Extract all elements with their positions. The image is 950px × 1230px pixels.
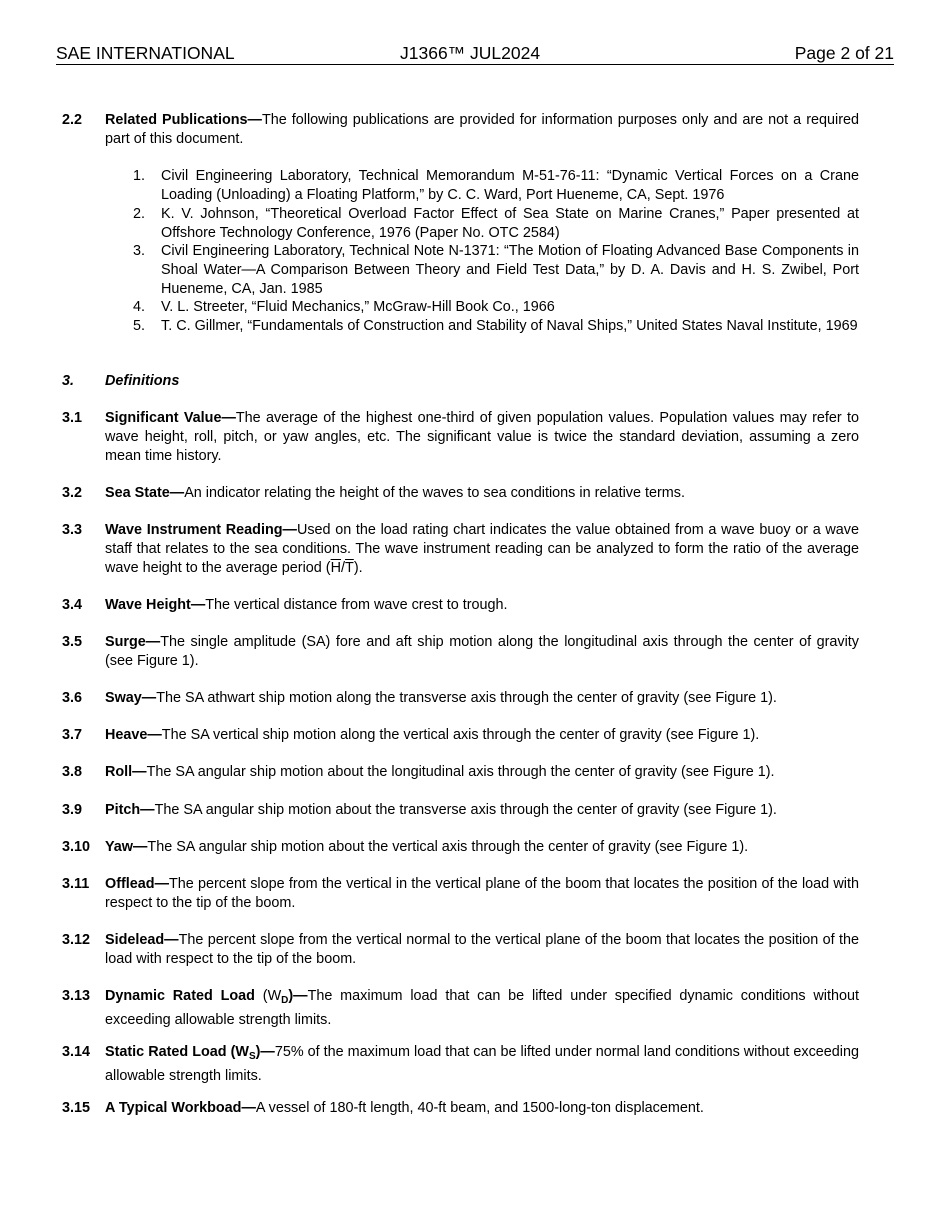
definition-body [105,763,859,782]
section-title: Definitions [105,373,180,389]
definition-number: 3.9 [62,802,83,818]
definition-number: 3.11 [62,876,90,892]
definition-text: The SA athwart ship motion along the transverse axis through the center of gravity (see Figure 1). [156,690,777,706]
definition-body [105,689,859,708]
definition-text: The SA angular ship motion about the longitudinal axis through the center of gravity (see Figure 1). [146,764,775,780]
definition-text: An indicator relating the height of the waves to sea conditions in relative terms. [184,485,685,501]
definition-number: 3.13 [62,988,91,1004]
page-header [56,43,894,65]
definition-body [105,596,859,615]
definition-term: Surge— [105,634,161,650]
definition-term: Offlead— [105,876,169,892]
formula-wave-height: $\overline{H}$ [330,559,342,576]
definition-term: Dynamic Rated Load [105,988,255,1004]
definition-number: 3.5 [62,634,83,650]
definition-body [105,521,859,577]
definition-number: 3.12 [62,932,91,948]
definition-number: 3.15 [62,1100,91,1116]
definition-term: Roll— [105,764,147,780]
definition-term: Significant Value— [105,410,236,426]
definition-number: 3.10 [62,839,91,855]
definition-term: Sidelead— [105,932,179,948]
definition-text: The average of the highest one-third of given population values. Population values may refer to wave height, roll, pitch, or yaw angles, etc. The significant value is twice the standard deviation, assuming a zero mean time history. [105,410,859,464]
definition-number: 3.8 [62,764,83,780]
definition-term: Heave— [105,727,162,743]
list-item-number: 3. [133,243,146,259]
definition-body [105,1099,859,1118]
definition-text: The percent slope from the vertical normal to the vertical plane of the boom that locates the position of the load with respect to the tip of the boom. [105,932,859,967]
definition-text: The maximum load that can be lifted under specified dynamic conditions without exceeding allowable strength limits. [105,988,860,1028]
definition-term: Wave Height— [105,597,206,613]
definition-term: Static Rated Load (W [105,1044,249,1060]
definition-text: The SA vertical ship motion along the vertical axis through the center of gravity (see Figure 1). [161,727,760,743]
definition-body [105,484,859,503]
definition-text-end: ). [353,559,363,576]
definition-number: 3.7 [62,727,83,743]
definition-number: 3.1 [62,410,83,426]
formula-slash: / [341,559,346,576]
list-item-number: 5. [133,318,146,334]
definition-number: 3.6 [62,690,83,706]
definition-body [105,875,859,913]
definition-term: Sway— [105,690,157,706]
definition-term: Pitch— [105,802,155,818]
definition-term-close: )— [288,988,308,1004]
definition-text: A vessel of 180-ft length, 40-ft beam, and 1500-long-ton displacement. [255,1100,704,1116]
definition-body [105,409,859,465]
section-body [105,111,859,149]
definition-body [105,1043,859,1086]
definition-text: 75% of the maximum load that can be lifted under normal land conditions without exceeding allowable strength limits. [105,1044,860,1084]
definition-term-paren: (W [254,988,282,1004]
header-page-number: Page 2 of 21 [794,43,894,63]
list-item-text: Civil Engineering Laboratory, Technical Note N-1371: “The Motion of Floating Advanced Base Components in Shoal Water—A Comparison Between Theory and Field Test Data,” by D. A. Davis and H. S. Zwibel, Port Hueneme, CA, Jan. 1985 [161,243,859,297]
section-number: 3. [62,373,75,389]
definition-body [105,801,859,820]
list-item-number: 4. [133,299,146,315]
section-title: Related Publications— [105,112,262,128]
list-item-text: V. L. Streeter, “Fluid Mechanics,” McGraw-Hill Book Co., 1966 [161,299,555,315]
definition-term: Yaw— [105,839,148,855]
definition-term: Wave Instrument Reading— [105,522,297,538]
definition-body [105,931,859,969]
definition-body [105,633,859,671]
definition-text: Used on the load rating chart indicates the value obtained from a wave buoy or a wave staff that relates to the sea conditions. The wave instrument reading can be analyzed to form the ratio of the average wave height to the average period ( [105,522,859,576]
definition-text: The SA angular ship motion about the vertical axis through the center of gravity (see Figure 1). [147,839,749,855]
definition-text: The SA angular ship motion about the transverse axis through the center of gravity (see Figure 1). [154,802,777,818]
definition-body [105,987,859,1030]
definition-number: 3.14 [62,1044,91,1060]
section-text: The following publications are provided for information purposes only and are not a required part of this document. [105,112,859,147]
definition-text: The percent slope from the vertical in the vertical plane of the boom that locates the position of the load with respect to the tip of the boom. [105,876,859,911]
list-item-number: 2. [133,206,146,222]
definition-body [105,726,859,745]
list-item-number: 1. [133,168,146,184]
definition-text: The vertical distance from wave crest to trough. [205,597,508,613]
list-item-text: Civil Engineering Laboratory, Technical Memorandum M-51-76-11: “Dynamic Vertical Forces on a Crane Loading (Unloading) a Floating Platform,” by C. C. Ward, Port Hueneme, CA, Sept. 1976 [161,168,859,203]
definition-term-subscript: S [248,1051,256,1062]
definition-number: 3.3 [62,522,83,538]
definition-body [105,838,859,857]
header-org: SAE INTERNATIONAL [56,43,235,63]
definition-term: Sea State— [105,485,185,501]
definition-term-close: )— [255,1044,275,1060]
list-item-text: T. C. Gillmer, “Fundamentals of Construction and Stability of Naval Ships,” United States Naval Institute, 1969 [161,318,858,334]
definition-number: 3.4 [62,597,83,613]
formula-period: $\overline{T}$ [345,559,354,576]
list-item-text: K. V. Johnson, “Theoretical Overload Factor Effect of Sea State on Marine Cranes,” Paper presented at Offshore Technology Conference, 1976 (Paper No. OTC 2584) [161,206,859,241]
definition-number: 3.2 [62,485,83,501]
definition-term-subscript: D [281,995,289,1006]
definition-term: A Typical Workboad— [105,1100,256,1116]
section-number: 2.2 [62,112,83,128]
header-doc-id: J1366™ JUL2024 [400,43,541,63]
definition-text: The single amplitude (SA) fore and aft ship motion along the longitudinal axis through the center of gravity (see Figure 1). [105,634,859,669]
